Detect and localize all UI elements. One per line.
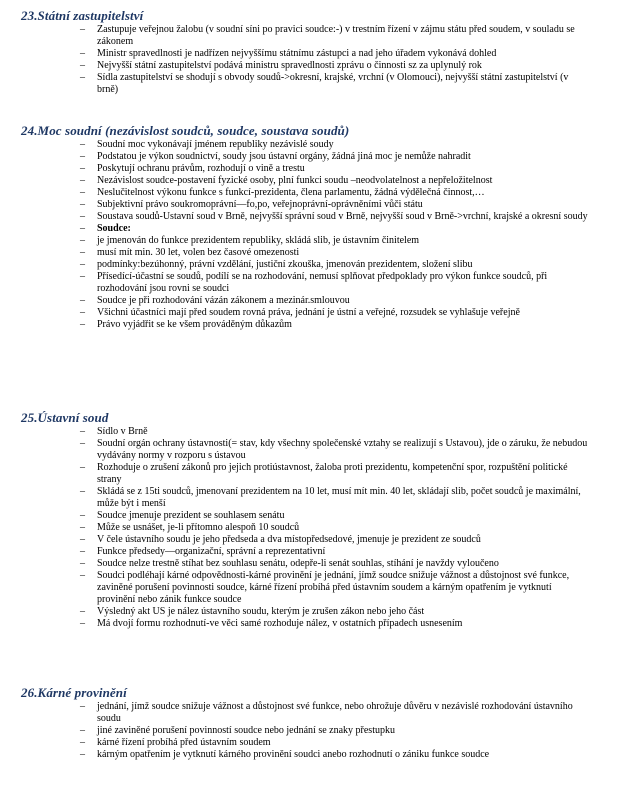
dash-bullet-icon: –	[80, 558, 85, 569]
list-item-text: Funkce předsedy—organizační, správní a reprezentativní	[97, 546, 326, 557]
list-item-text: kárným opatřením je vytknutí kárného provinění soudci anebo rozhodnutí o zániku funkce soudce	[97, 749, 490, 760]
dash-bullet-icon: –	[80, 725, 85, 736]
list-item	[0, 701, 620, 725]
list-item-text: Sídlo v Brně	[97, 426, 148, 437]
dash-bullet-icon: –	[80, 546, 85, 557]
dash-bullet-icon: –	[80, 271, 85, 282]
list-item-text: Soudce nelze trestně stíhat bez souhlasu senátu, odepře-li senát souhlas, stíhání je navždy vyloučeno	[97, 558, 499, 569]
list-item	[0, 60, 620, 72]
dash-bullet-icon: –	[80, 749, 85, 760]
list-item	[0, 175, 620, 187]
list-item-text: Podstatou je výkon soudnictví, soudy jsou ústavní orgány, žádná jiná moc je nemůže nahradit	[97, 151, 471, 162]
list-item-text: podmínky:bezúhonný, právní vzdělání, justiční zkouška, jmenován prezidentem, složení slibu	[97, 259, 473, 270]
list-item	[0, 522, 620, 534]
bullet-list	[0, 139, 620, 331]
list-item	[0, 426, 620, 438]
list-item	[0, 235, 620, 247]
list-item	[0, 606, 620, 618]
list-item-text: Může se usnášet, je-li přítomno alespoň 10 soudců	[97, 522, 300, 533]
dash-bullet-icon: –	[80, 295, 85, 306]
list-item	[0, 510, 620, 522]
dash-bullet-icon: –	[80, 606, 85, 617]
list-item	[0, 570, 620, 606]
dash-bullet-icon: –	[80, 48, 85, 59]
list-item-text: Poskytují ochranu právům, rozhodují o vině a trestu	[97, 163, 305, 174]
dash-bullet-icon: –	[80, 24, 85, 35]
dash-bullet-icon: –	[80, 60, 85, 71]
dash-bullet-icon: –	[80, 701, 85, 712]
section-heading: 25.Ústavní soud	[21, 410, 109, 425]
list-item	[0, 139, 620, 151]
list-item-text: Výsledný akt US je nález ústavního soudu, kterým je zrušen zákon nebo jeho část	[97, 606, 425, 617]
list-item-text: Soudní orgán ochrany ústavnosti(= stav, kdy všechny společenské vztahy se realizují s Ustavou), jde o záruku, že nebudou vydávány normy v rozporu s ústavou	[97, 438, 588, 461]
dash-bullet-icon: –	[80, 151, 85, 162]
dash-bullet-icon: –	[80, 462, 85, 473]
list-item-text: Soudce:	[97, 223, 131, 234]
section-3	[0, 410, 620, 630]
dash-bullet-icon: –	[80, 259, 85, 270]
dash-bullet-icon: –	[80, 486, 85, 497]
list-item	[0, 295, 620, 307]
section-1	[0, 8, 620, 96]
list-item	[0, 271, 620, 295]
list-item	[0, 24, 620, 48]
list-item-text: Sídla zastupitelství se shodují s obvody soudů->okresní, krajské, vrchní (v Olomouci), nejvyšší státní zastupitelství (v brně)	[97, 72, 569, 95]
list-item-text: jiné zaviněné porušení povinností soudce nebo jednání se znaky přestupku	[97, 725, 395, 736]
list-item-text: Nezávislost soudce-postavení fyzické osoby, plní funkci soudu –neodvolatelnost a nepřeložitelnost	[97, 175, 493, 186]
list-item	[0, 558, 620, 570]
list-item-text: kárné řízení probíhá před ústavním soudem	[97, 737, 271, 748]
list-item-text: Soudní moc vykonávají jménem republiky nezávislé soudy	[97, 139, 334, 150]
list-item	[0, 211, 620, 223]
list-item	[0, 737, 620, 749]
list-item-text: Neslučitelnost výkonu funkce s funkcí-prezidenta, člena parlamentu, žádná výdělečná činnost,…	[97, 187, 485, 198]
dash-bullet-icon: –	[80, 618, 85, 629]
list-item-text: Soudce jmenuje prezident se souhlasem senátu	[97, 510, 285, 521]
list-item-text: jednání, jímž soudce snižuje vážnost a důstojnost své funkce, nebo ohrožuje důvěru v nezávislé rozhodování ústavního soudu	[97, 701, 573, 724]
dash-bullet-icon: –	[80, 235, 85, 246]
list-item	[0, 199, 620, 211]
list-item	[0, 247, 620, 259]
list-item	[0, 725, 620, 737]
dash-bullet-icon: –	[80, 187, 85, 198]
dash-bullet-icon: –	[80, 72, 85, 83]
list-item-text: Ministr spravedlnosti je nadřízen nejvyššímu státnímu zástupci a nad jeho úřadem vykonává dohled	[97, 48, 497, 59]
list-item	[0, 319, 620, 331]
dash-bullet-icon: –	[80, 438, 85, 449]
list-item-text: je jmenován do funkce prezidentem republiky, skládá slib, je ústavním činitelem	[97, 235, 420, 246]
list-item	[0, 546, 620, 558]
dash-bullet-icon: –	[80, 307, 85, 318]
list-item-text: Právo vyjádřit se ke všem prováděným důkazům	[97, 319, 292, 330]
dash-bullet-icon: –	[80, 247, 85, 258]
list-item	[0, 618, 620, 630]
list-item-text: Má dvojí formu rozhodnutí-ve věci samé rozhoduje nález, v ostatních případech usnesením	[97, 618, 463, 629]
list-item	[0, 163, 620, 175]
list-item	[0, 259, 620, 271]
list-item	[0, 187, 620, 199]
section-4	[0, 685, 620, 761]
list-item	[0, 223, 620, 235]
list-item	[0, 151, 620, 163]
list-item-text: Všichni účastníci mají před soudem rovná práva, jednání je ústní a veřejné, rozsudek se vyhlašuje veřejně	[97, 307, 520, 318]
section-heading: 24.Moc soudní (nezávislost soudců, soudce, soustava soudů)	[21, 123, 350, 138]
section-heading: 23.Státní zastupitelství	[21, 8, 144, 23]
bullet-list	[0, 426, 620, 630]
list-item-text: Rozhoduje o zrušení zákonů pro jejich protiústavnost, žaloba proti prezidentu, kompetenční spor, rozpuštění politické strany	[97, 462, 568, 485]
list-item	[0, 48, 620, 60]
list-item-text: Subjektivní právo soukromoprávní—fo,po, veřejnoprávní-oprávněními vůči státu	[97, 199, 423, 210]
list-item-text: Skládá se z 15ti soudců, jmenovaní prezidentem na 10 let, musí mít min. 40 let, skládají slib, počet soudců je maximální, může být i menší	[97, 486, 581, 509]
list-item	[0, 307, 620, 319]
list-item	[0, 486, 620, 510]
dash-bullet-icon: –	[80, 139, 85, 150]
bullet-list	[0, 701, 620, 761]
list-item	[0, 438, 620, 462]
list-item-text: musí mít min. 30 let, volen bez časové omezenosti	[97, 247, 300, 258]
section-heading: 26.Kárné provinění	[21, 685, 127, 700]
dash-bullet-icon: –	[80, 163, 85, 174]
dash-bullet-icon: –	[80, 175, 85, 186]
list-item	[0, 462, 620, 486]
dash-bullet-icon: –	[80, 211, 85, 222]
list-item-text: Soustava soudů-Ustavní soud v Brně, nejvyšší správní soud v Brně, nejvyšší soud v Brně->vrchní, krajské a okresní soudy	[97, 211, 588, 222]
bullet-list	[0, 24, 620, 96]
list-item-text: Zastupuje veřejnou žalobu (v soudní síni po pravici soudce:-) v trestním řízení v zájmu státu před soudem, v souladu se zákonem	[97, 24, 575, 47]
list-item-text: V čele ústavního soudu je jeho předseda a dva místopředsedové, jmenuje je prezident ze soudců	[97, 534, 481, 545]
list-item	[0, 749, 620, 761]
dash-bullet-icon: –	[80, 223, 85, 234]
section-2	[0, 123, 620, 331]
dash-bullet-icon: –	[80, 534, 85, 545]
list-item-text: Soudci podléhají kárné odpovědnosti-kárné provinění je jednání, jímž soudce snižuje vážnost a důstojnost své funkce, zaviněné porušení povinnosti soudce, kárné řízení probíhá před ústavním soudem a kárným opatřením je vytknutí provinění nebo zánik funkce soudce	[97, 570, 570, 605]
list-item	[0, 534, 620, 546]
dash-bullet-icon: –	[80, 510, 85, 521]
list-item-text: Soudce je při rozhodování vázán zákonem a mezinár.smlouvou	[97, 295, 350, 306]
dash-bullet-icon: –	[80, 737, 85, 748]
list-item-text: Přísedící-účastní se soudů, podílí se na rozhodování, nemusí splňovat předpoklady pro výkon funkce soudců, při rozhodování jsou rovni se soudci	[97, 271, 548, 294]
dash-bullet-icon: –	[80, 319, 85, 330]
dash-bullet-icon: –	[80, 199, 85, 210]
list-item-text: Nejvyšší státní zastupitelství podává ministru spravedlnosti zprávu o činnosti sz za uplynulý rok	[97, 60, 482, 71]
dash-bullet-icon: –	[80, 426, 85, 437]
dash-bullet-icon: –	[80, 570, 85, 581]
dash-bullet-icon: –	[80, 522, 85, 533]
list-item	[0, 72, 620, 96]
